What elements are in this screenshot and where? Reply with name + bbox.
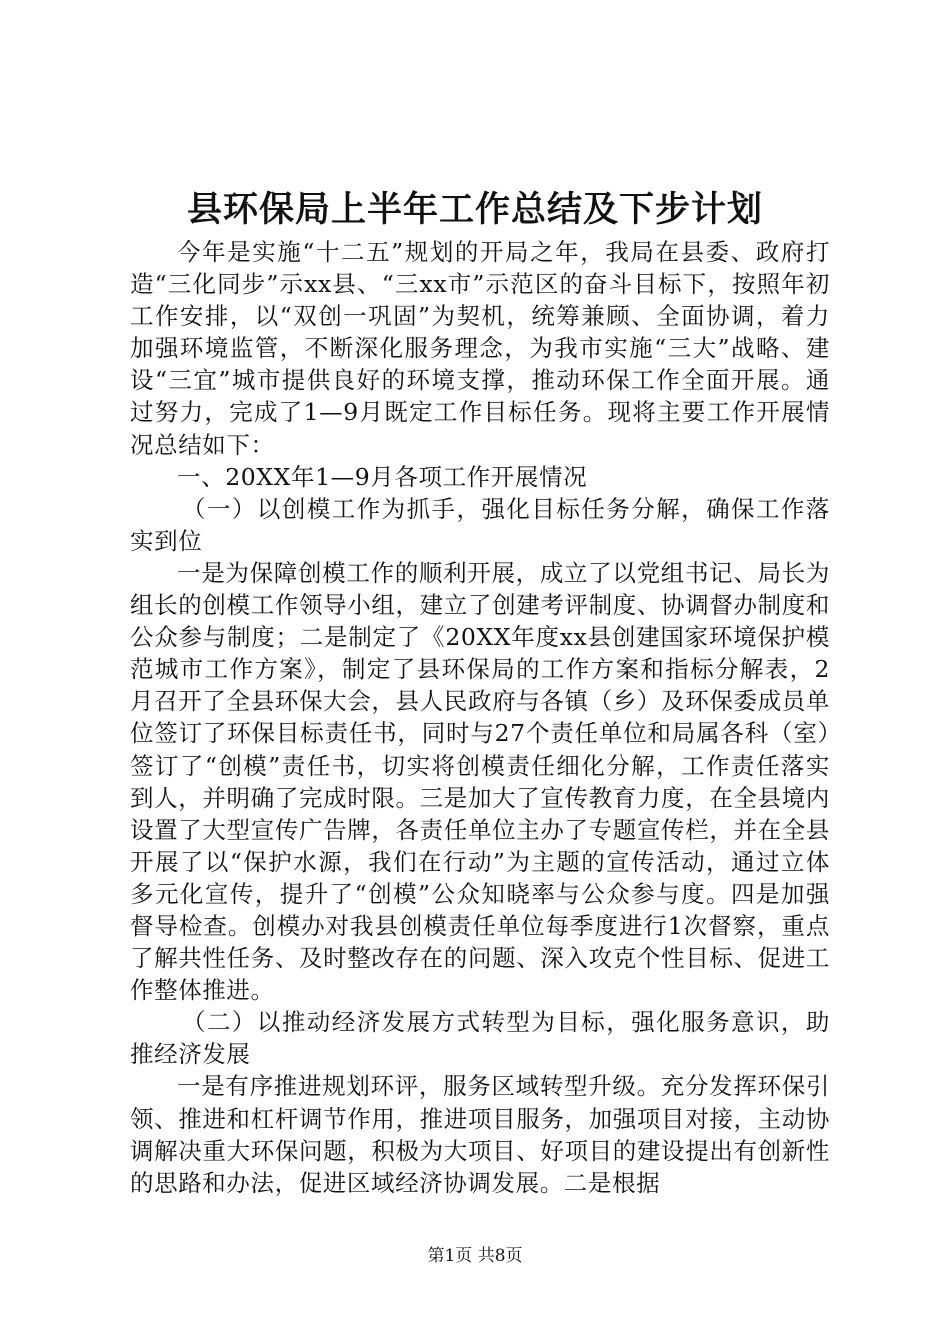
subsection-heading-2: （二）以推动经济发展方式转型为目标，强化服务意识，助推经济发展 [130, 1008, 830, 1069]
subsection-heading-1: （一）以创模工作为抓手，强化目标任务分解，确保工作落实到位 [130, 494, 830, 555]
page-number-footer: 第1页 共8页 [427, 1246, 523, 1266]
document-title: 县环保局上半年工作总结及下步计划 [186, 189, 763, 230]
body-paragraph-2: 一是有序推进规划环评，服务区域转型升级。充分发挥环保引领、推进和杠杆调节作用，推进项目服务，加强项目对接，主动协调解决重大环保问题，积极为大项目、好项目的建设提出有创新性的思路和办法，促进区域经济协调发展。二是根据 [130, 1072, 830, 1197]
document-body [130, 236, 830, 1199]
body-paragraph-1: 一是为保障创模工作的顺利开展，成立了以党组书记、局长为组长的创模工作领导小组，建立了创建考评制度、协调督办制度和公众参与制度；二是制定了《20XX年度xx县创建国家环境保护模范城市工作方案》，制定了县环保局的工作方案和指标分解表，2月召开了全县环保大会，县人民政府与各镇（乡）及环保委成员单位签订了环保目标责任书，同时与27个责任单位和局属各科（室）签订了“创模”责任书，切实将创模责任细化分解，工作责任落实到人，并明确了完成时限。三是加大了宣传教育力度，在全县境内设置了大型宣传广告牌，各责任单位主办了专题宣传栏，并在全县开展了以“保护水源，我们在行动”为主题的宣传活动，通过立体多元化宣传，提升了“创模”公众知晓率与公众参与度。四是加强督导检查。创模办对我县创模责任单位每季度进行1次督察，重点了解共性任务、及时整改存在的问题、深入攻克个性目标、促进工作整体推进。 [130, 558, 830, 1005]
section-heading-1: 一、20XX年1—9月各项工作开展情况 [177, 462, 588, 491]
intro-paragraph: 今年是实施“十二五”规划的开局之年，我局在县委、政府打造“三化同步”示xx县、“三xx市”示范区的奋斗目标下，按照年初工作安排，以“双创一巩固”为契机，统筹兼顾、全面协调，着力加强环境监管，不断深化服务理念，为我市实施“三大”战略、建设“三宜”城市提供良好的环境支撑，推动环保工作全面开展。通过努力，完成了1—9月既定工作目标任务。现将主要工作开展情况总结如下： [130, 238, 830, 459]
